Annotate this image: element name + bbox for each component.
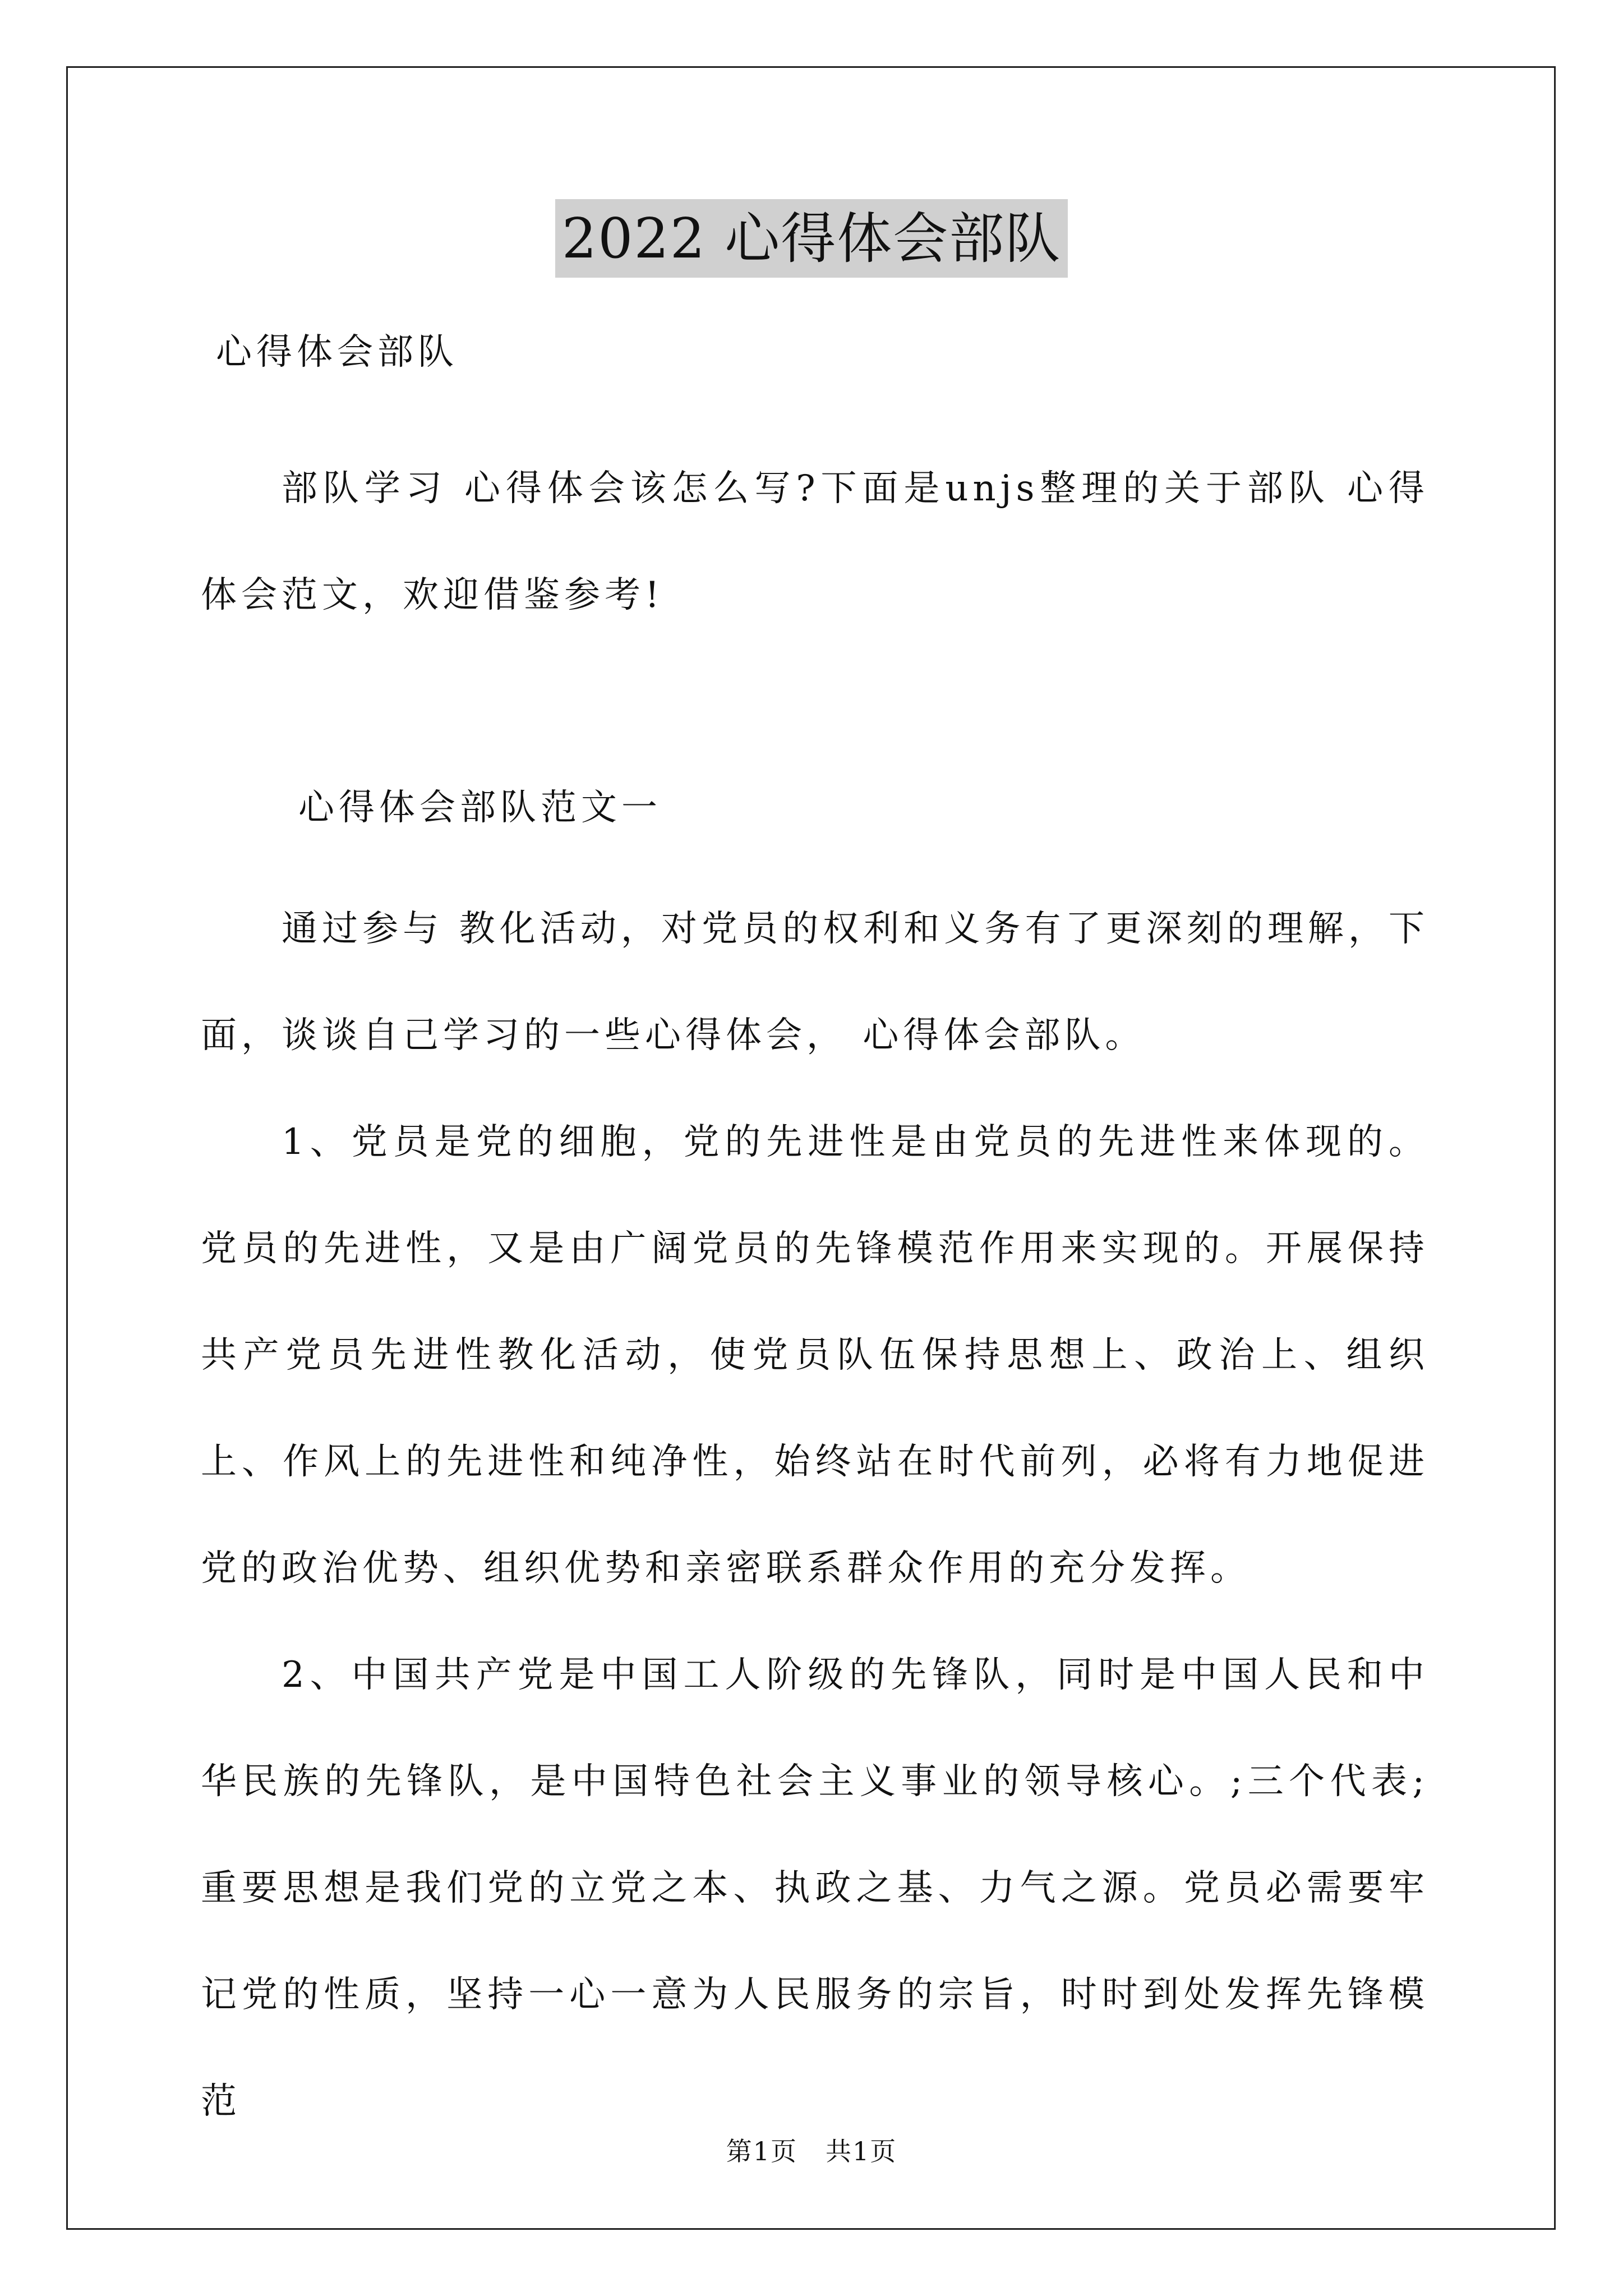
page-total: 共1页 bbox=[826, 2136, 897, 2166]
paragraph-3: 2、中国共产党是中国工人阶级的先锋队，同时是中国人民和中华民族的先锋队，是中国特色社会主义事业的领导核心。;三个代表;重要思想是我们党的立党之本、执政之基、力气之源。党员必需要牢记党的性质，坚持一心一意为人民服务的宗旨，时时到处发挥先锋模范 bbox=[201, 1654, 1429, 2122]
title-wrap bbox=[0, 199, 1623, 278]
intro-paragraph: 部队学习 心得体会该怎么写?下面是unjs整理的关于部队 心得体会范文，欢迎借鉴参考! bbox=[201, 468, 1429, 616]
page-footer bbox=[0, 2134, 1623, 2168]
page-number: 第1页 bbox=[726, 2136, 797, 2166]
document-subtitle: 心得体会部队 bbox=[216, 332, 458, 373]
paragraph-2: 1、党员是党的细胞，党的先进性是由党员的先进性来体现的。党员的先进性，又是由广阔党员的先锋模范作用来实现的。开展保持共产党员先进性教化活动，使党员队伍保持思想上、政治上、组织上、作风上的先进性和纯净性，始终站在时代前列，必将有力地促进党的政治优势、组织优势和亲密联系群众作用的充分发挥。 bbox=[201, 1121, 1429, 1589]
paragraph-1: 通过参与 教化活动，对党员的权利和义务有了更深刻的理解，下面，谈谈自己学习的一些心得体会， 心得体会部队。 bbox=[201, 908, 1429, 1056]
document-title: 2022 心得体会部队 bbox=[555, 199, 1068, 278]
section-heading: 心得体会部队范文一 bbox=[298, 787, 662, 829]
